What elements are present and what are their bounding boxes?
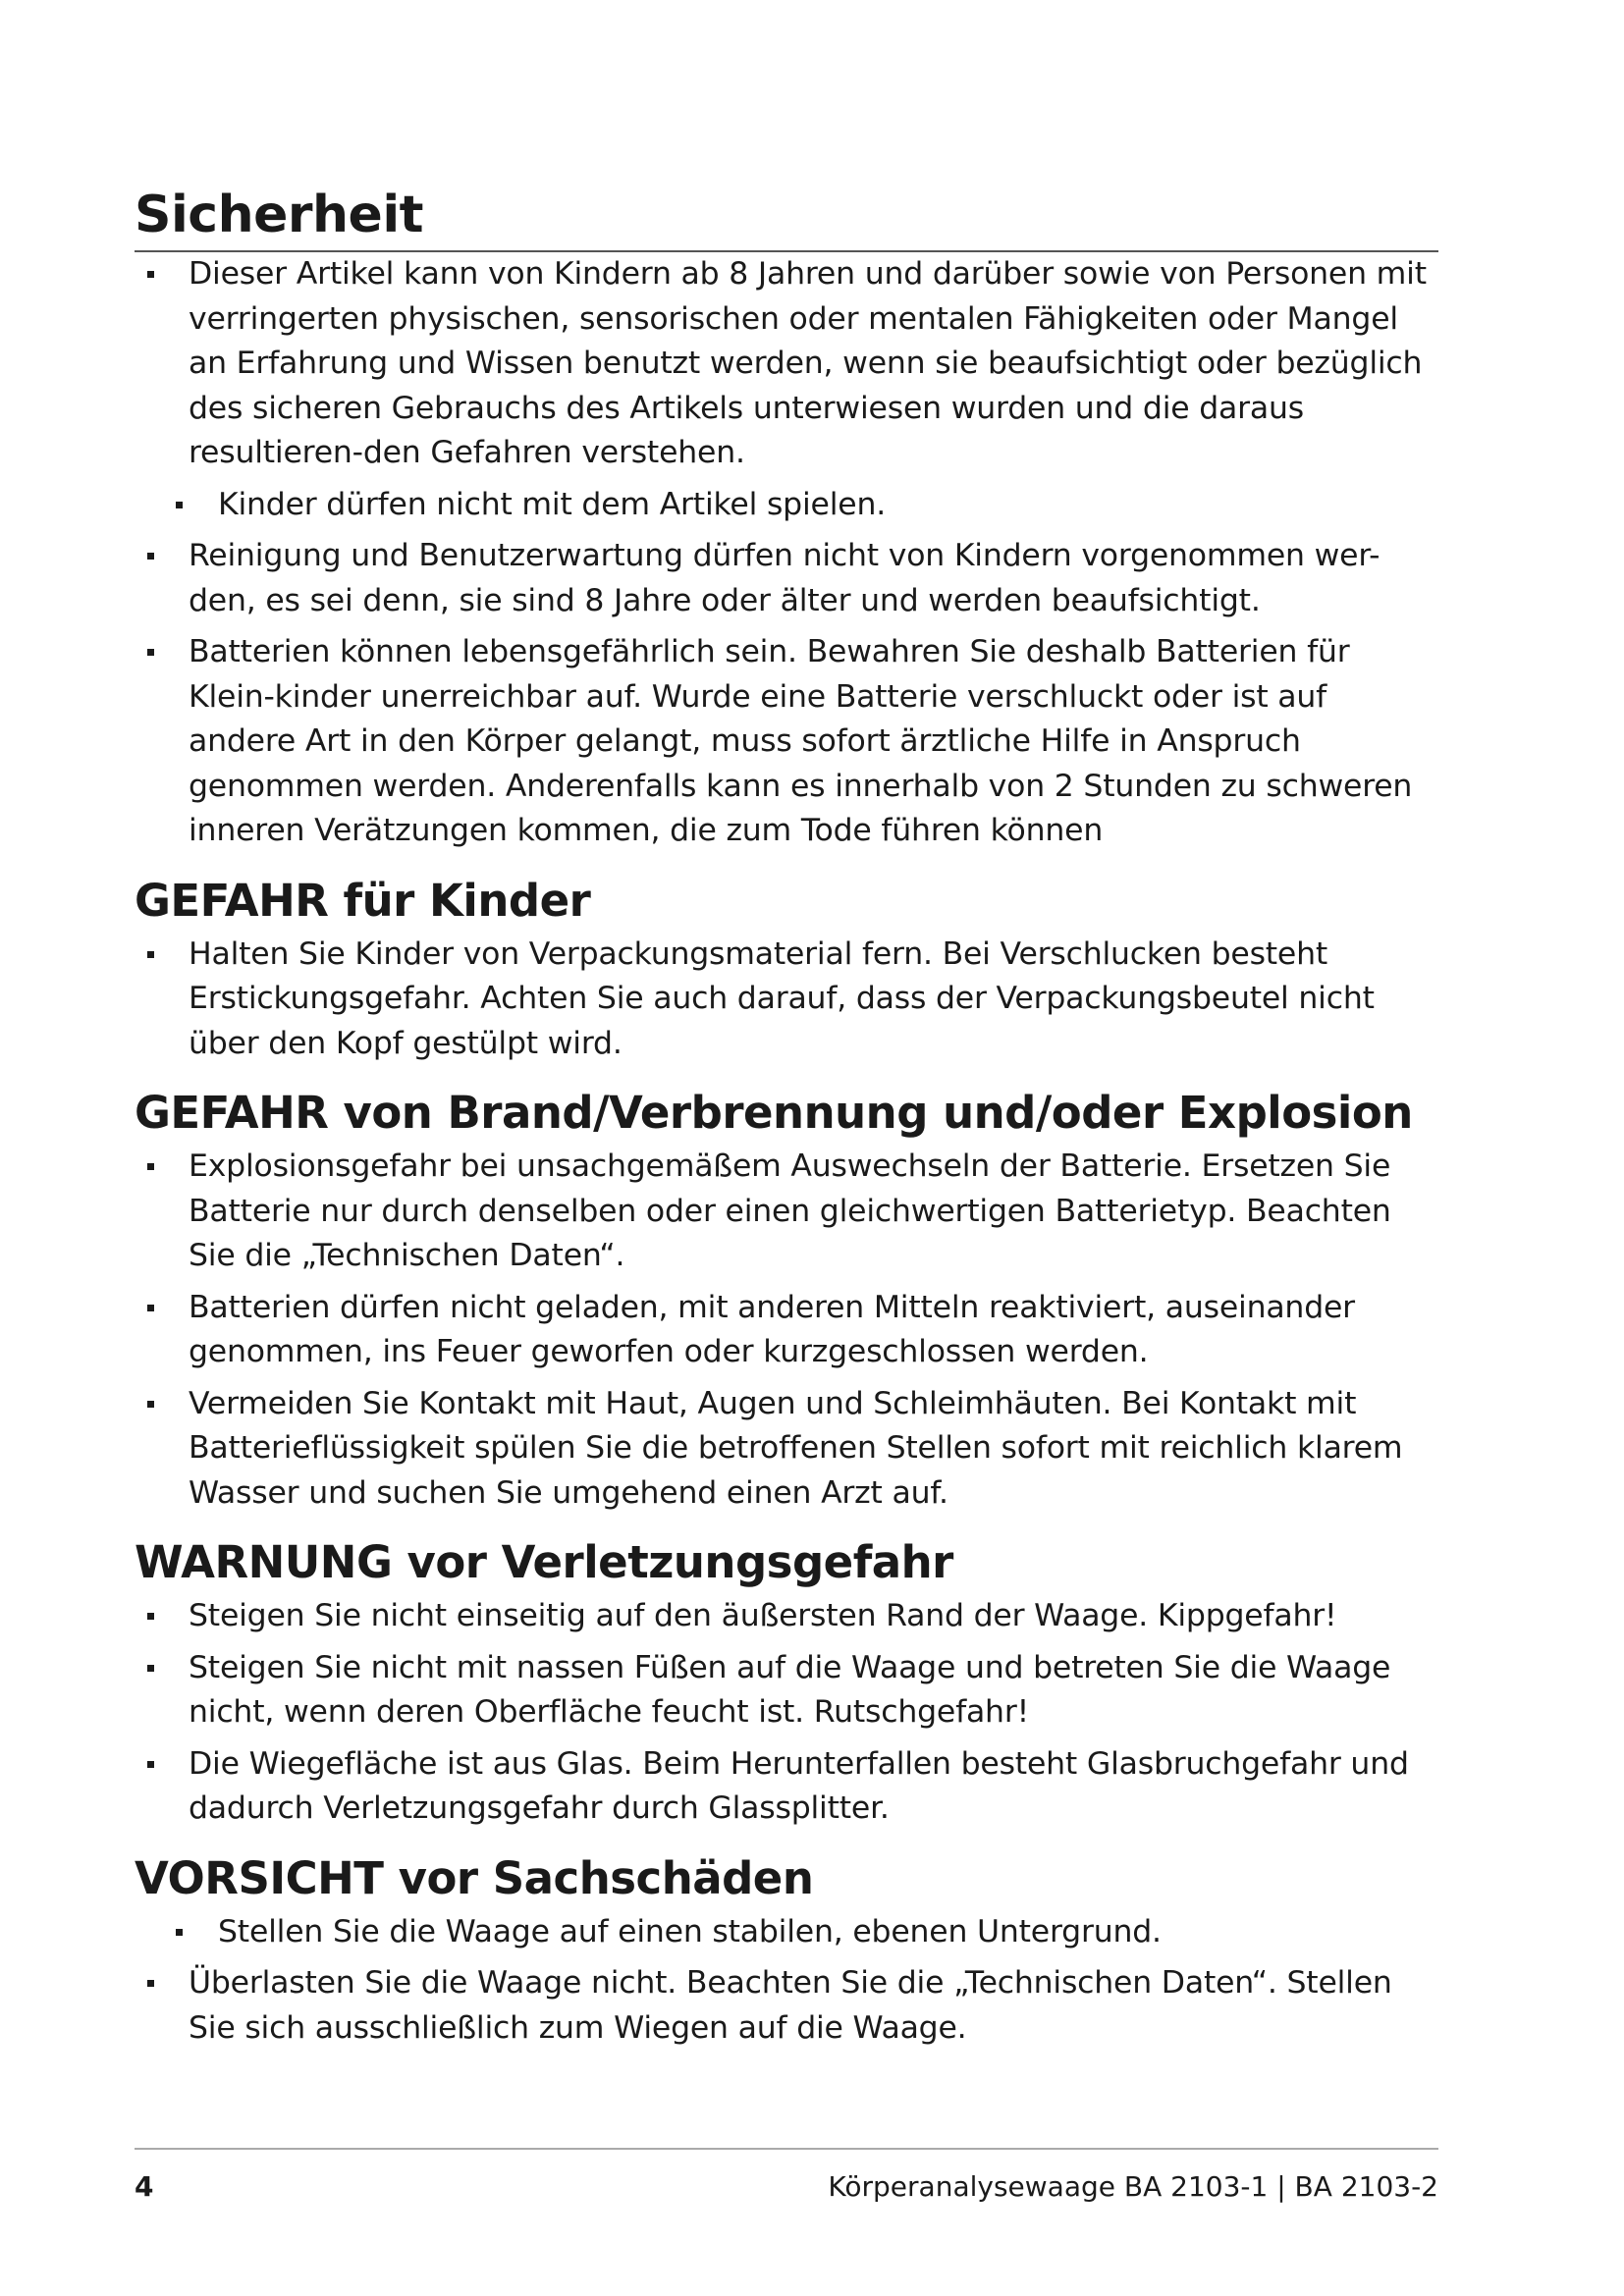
bullet-icon	[176, 502, 183, 508]
page-footer	[135, 2167, 1438, 2207]
list-item	[135, 1961, 1438, 2051]
page-number: 4	[135, 2170, 154, 2203]
list-item-text: Überlasten Sie die Waage nicht. Beachten Sie die „Technischen Daten“. Stellen Sie sich ausschließlich zum Wiegen auf die Waage.	[189, 1965, 1392, 2046]
bullet-icon	[147, 1665, 154, 1672]
section-heading-property-damage: VORSICHT vor Sachschäden	[135, 1851, 814, 1904]
list-item-text: Halten Sie Kinder von Verpackungsmaterial fern. Bei Verschlucken besteht Erstickungsgefahr. Achten Sie auch darauf, dass der Verpackungsbeutel nicht über den Kopf gestülpt wird.	[189, 935, 1375, 1061]
list-item-text: Die Wiegefläche ist aus Glas. Beim Herunterfallen besteht Glasbruchgefahr und dadurch Verletzungsgefahr durch Glassplitter.	[189, 1745, 1409, 1826]
list-item-text: Steigen Sie nicht einseitig auf den äußersten Rand der Waage. Kippgefahr!	[189, 1598, 1337, 1633]
fire-explosion-list	[135, 1145, 1438, 1516]
product-name: Körperanalysewaage BA 2103-1 | BA 2103-2	[828, 2170, 1438, 2203]
list-item	[135, 1145, 1438, 1279]
bullet-icon	[147, 1980, 154, 1987]
list-item	[135, 1742, 1438, 1832]
list-item-text: Steigen Sie nicht mit nassen Füßen auf die Waage und betreten Sie die Waage nicht, wenn deren Oberfläche feucht ist. Rutschgefahr!	[189, 1649, 1391, 1730]
bullet-icon	[147, 1163, 154, 1170]
list-item	[135, 933, 1438, 1067]
list-item	[135, 1646, 1438, 1735]
list-item	[135, 1382, 1438, 1517]
list-item	[135, 252, 1438, 476]
bullet-icon	[176, 1929, 183, 1936]
list-item	[135, 483, 1438, 528]
list-item	[135, 1594, 1438, 1639]
footer-divider	[135, 2148, 1438, 2150]
bullet-icon	[147, 1401, 154, 1408]
page-title: Sicherheit	[135, 182, 1438, 252]
bullet-icon	[147, 951, 154, 958]
bullet-icon	[147, 1613, 154, 1620]
list-item	[135, 1910, 1438, 1955]
bullet-icon	[147, 553, 154, 560]
list-item-text: Batterien können lebensgefährlich sein. Bewahren Sie deshalb Batterien für Klein-kinder unerreichbar auf. Wurde eine Batterie verschluckt oder ist auf andere Art in den Körper gelangt, muss sofort ärztliche Hilfe in Anspruch genommen werden. Anderenfalls kann es innerhalb von 2 Stunden zu schweren inneren Verätzungen kommen, die zum Tode führen können	[189, 634, 1413, 848]
list-item	[135, 534, 1438, 623]
bullet-icon	[147, 1305, 154, 1311]
list-item	[135, 630, 1438, 854]
list-item-text: Batterien dürfen nicht geladen, mit anderen Mitteln reaktiviert, auseinander genommen, ins Feuer geworfen oder kurzgeschlossen werden.	[189, 1289, 1355, 1369]
list-item-text: Kinder dürfen nicht mit dem Artikel spielen.	[218, 486, 887, 522]
property-damage-list	[135, 1910, 1438, 2052]
injury-warning-list	[135, 1594, 1438, 1832]
list-item-text: Vermeiden Sie Kontakt mit Haut, Augen und Schleimhäuten. Bei Kontakt mit Batterieflüssigkeit spülen Sie die betroffenen Stellen sofort mit reichlich klarem Wasser und suchen Sie umgehend einen Arzt auf.	[189, 1385, 1403, 1511]
list-item-text: Explosionsgefahr bei unsachgemäßem Auswechseln der Batterie. Ersetzen Sie Batterie nur durch denselben oder einen gleichwertigen Batterietyp. Beachten Sie die „Technischen Daten“.	[189, 1148, 1391, 1273]
bullet-icon	[147, 649, 154, 656]
children-danger-list	[135, 933, 1438, 1067]
section-heading-fire-explosion: GEFAHR von Brand/Verbrennung und/oder Explosion	[135, 1087, 1413, 1139]
section-heading-injury: WARNUNG vor Verletzungsgefahr	[135, 1536, 953, 1588]
bullet-icon	[147, 271, 154, 278]
bullet-icon	[147, 1761, 154, 1768]
page-content	[135, 182, 1438, 2057]
list-item-text: Dieser Artikel kann von Kindern ab 8 Jahren und darüber sowie von Personen mit verringerten physischen, sensorischen oder mentalen Fähigkeiten oder Mangel an Erfahrung und Wissen benutzt werden, wenn sie beaufsichtigt oder bezüglich des sicheren Gebrauchs des Artikels unterwiesen wurden und die daraus resultieren-den Gefahren verstehen.	[189, 256, 1427, 470]
list-item	[135, 1286, 1438, 1375]
list-item-text: Reinigung und Benutzerwartung dürfen nicht von Kindern vorgenommen wer-den, es sei denn, sie sind 8 Jahre oder älter und werden beaufsichtigt.	[189, 538, 1380, 618]
list-item-text: Stellen Sie die Waage auf einen stabilen, ebenen Untergrund.	[218, 1913, 1162, 1949]
intro-list	[135, 252, 1438, 854]
section-heading-children: GEFAHR für Kinder	[135, 874, 591, 927]
